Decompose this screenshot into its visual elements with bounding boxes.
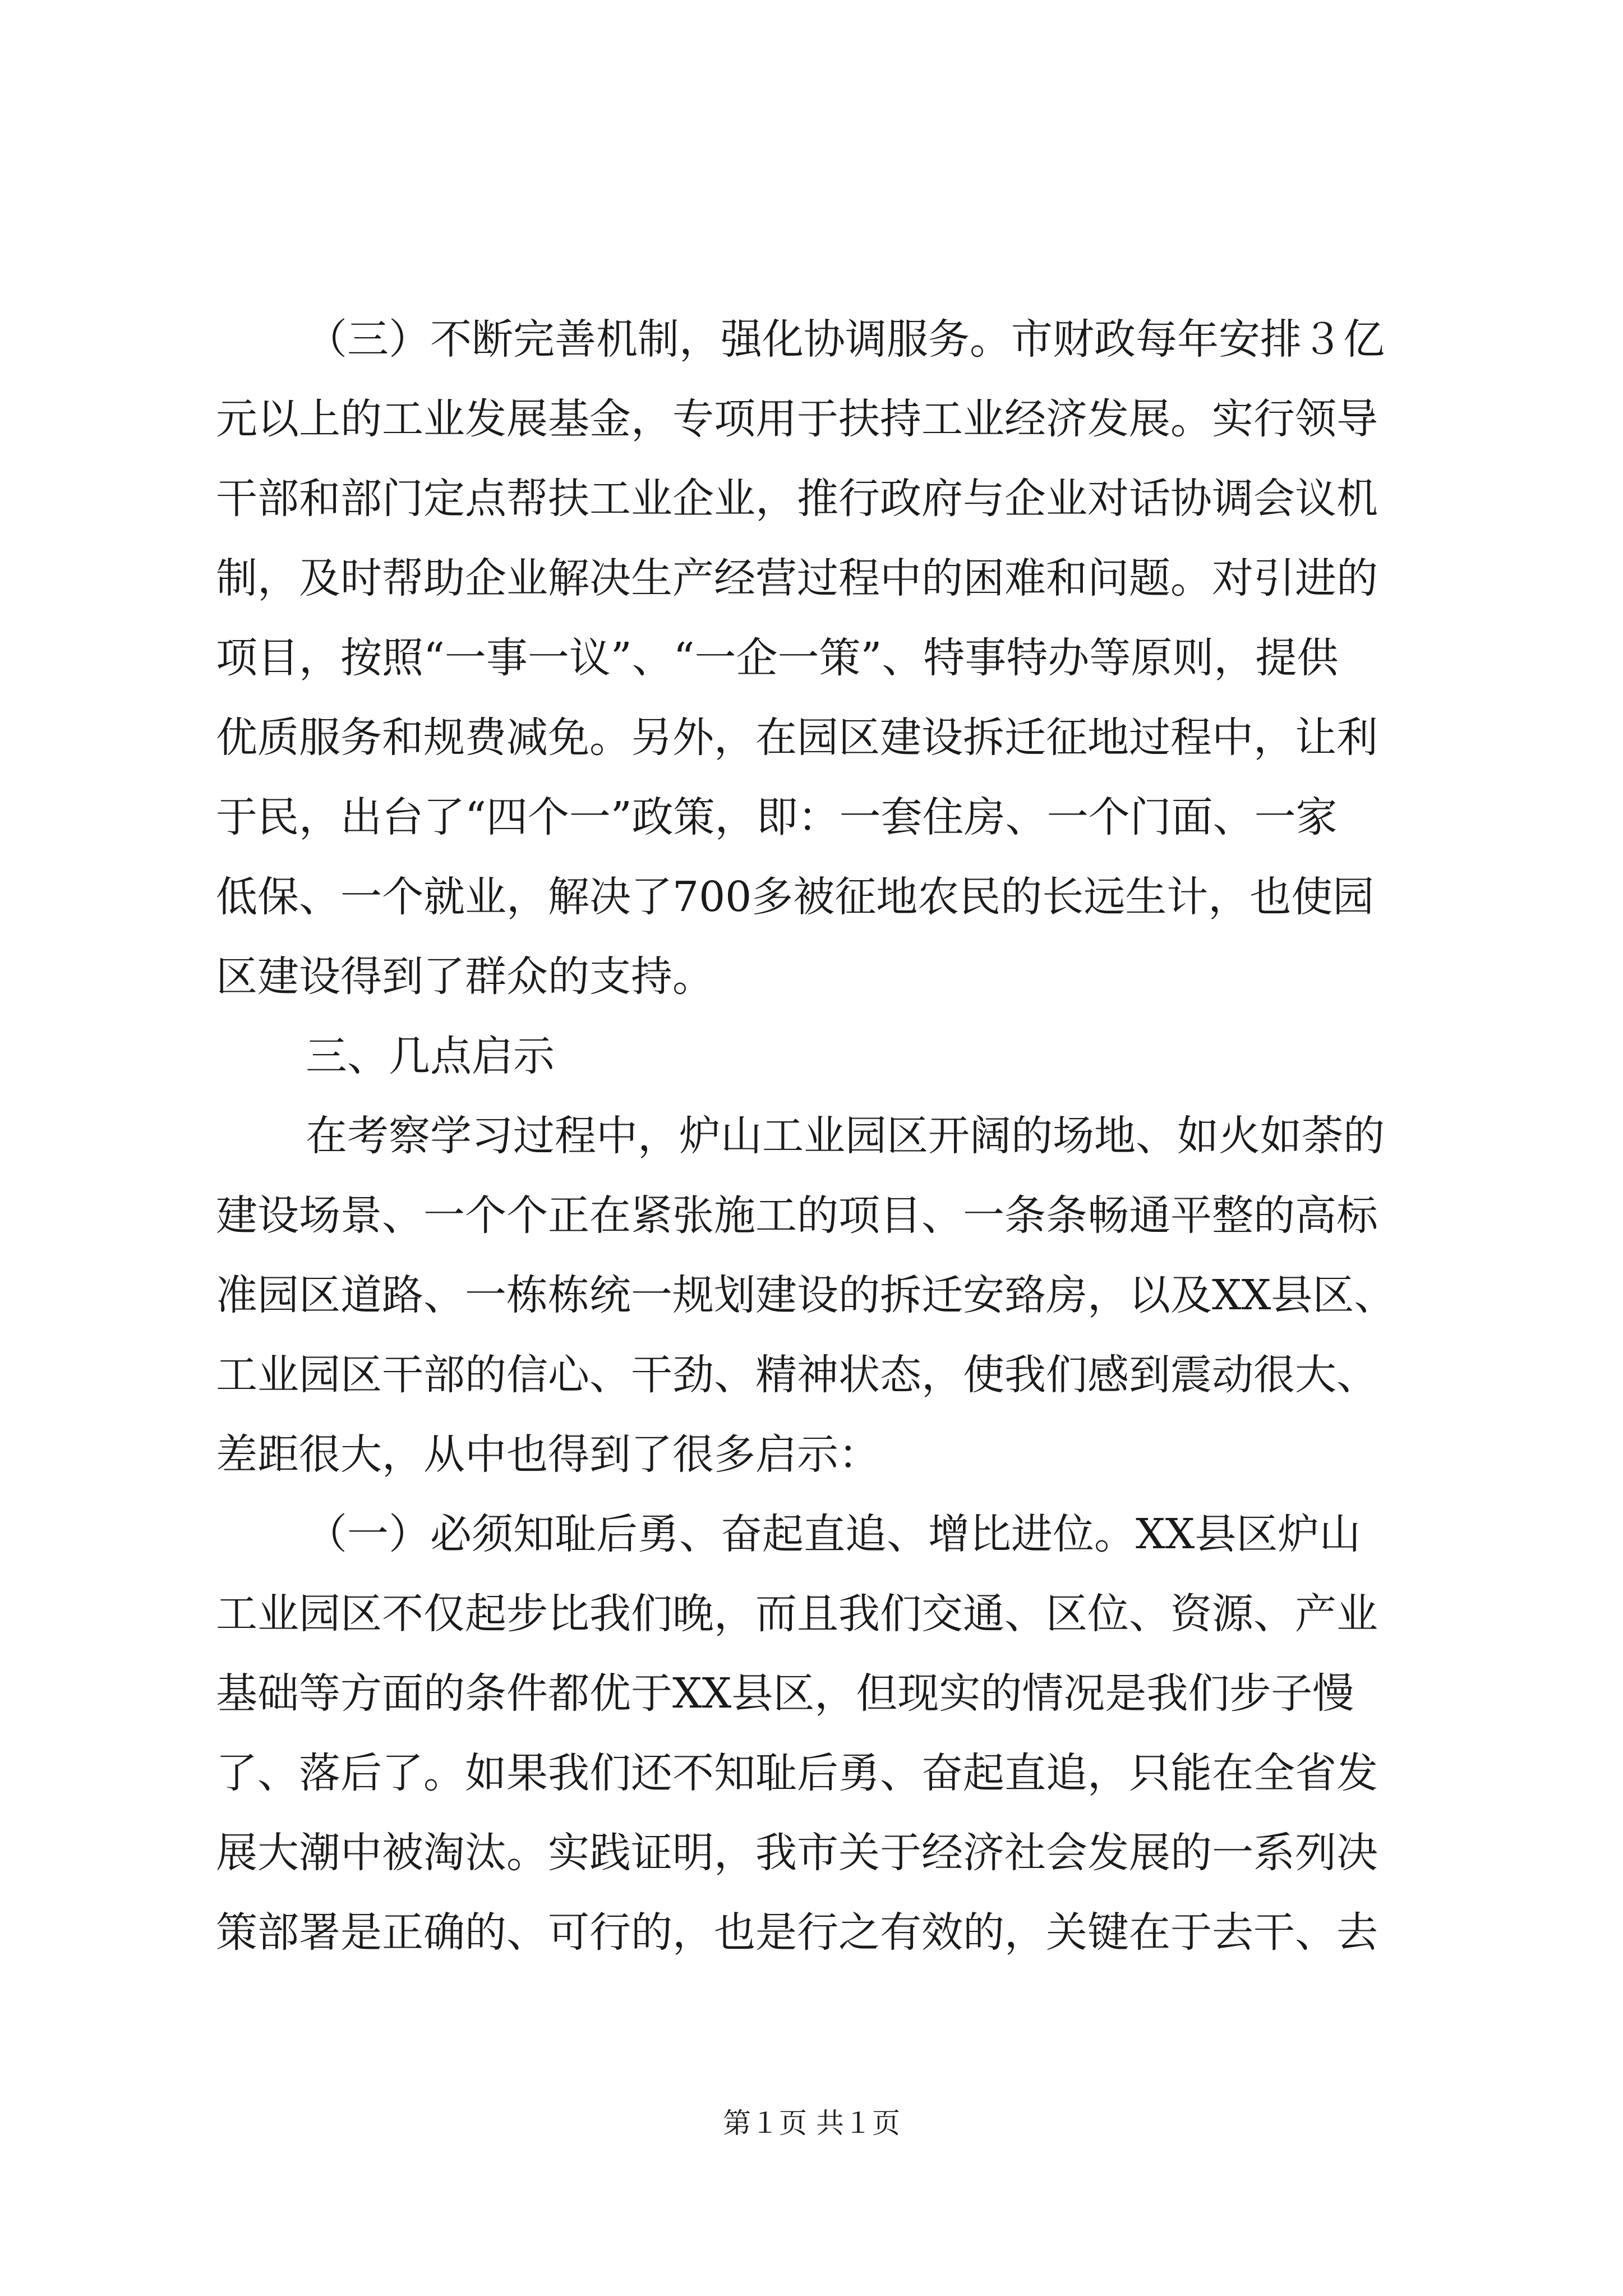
text-line: 于民，出台了“四个一”政策，即：一套住房、一个门面、一家 xyxy=(216,793,1338,841)
text-line: 元以上的工业发展基金，专项用于扶持工业经济发展。实行领导 xyxy=(216,395,1378,443)
text-line: 展大潮中被淘汰。实践证明，我市关于经济社会发展的一系列决 xyxy=(216,1829,1378,1877)
text-line: 优质服务和规费减免。另外，在园区建设拆迁征地过程中，让利 xyxy=(216,714,1378,762)
text-line: 制，及时帮助企业解决生产经营过程中的困难和问题。对引进的 xyxy=(216,554,1378,602)
text-line: 区建设得到了群众的支持。 xyxy=(216,953,714,1001)
text-line: 建设场景、一个个正在紧张施工的项目、一条条畅通平整的高标 xyxy=(216,1191,1378,1240)
text-line: 基础等方面的条件都优于XX县区，但现实的情况是我们步子慢 xyxy=(216,1669,1354,1718)
text-line: 在考察学习过程中，炉山工业园区开阔的场地、如火如荼的 xyxy=(306,1112,1385,1160)
text-line: 项目，按照“一事一议”、“一企一策”、特事特办等原则，提供 xyxy=(216,634,1339,682)
text-line: 低保、一个就业，解决了700多被征地农民的长远生计，也使园 xyxy=(216,873,1375,921)
text-line: 工业园区不仅起步比我们晚，而且我们交通、区位、资源、产业 xyxy=(216,1590,1378,1638)
text-line: 策部署是正确的、可行的，也是行之有效的，关键在于去干、去 xyxy=(216,1908,1378,1957)
text-line: （一）必须知耻后勇、奋起直追、增比进位。XX县区炉山 xyxy=(306,1510,1361,1558)
section-heading: 三、几点启示 xyxy=(306,1032,555,1080)
page-number-footer: 第１页 共１页 xyxy=(723,2107,900,2139)
text-line: 工业园区干部的信心、干劲、精神状态，使我们感到震动很大、 xyxy=(216,1351,1378,1399)
text-line: 干部和部门定点帮扶工业企业，推行政府与企业对话协调会议机 xyxy=(216,475,1378,523)
text-line: （三）不断完善机制，强化协调服务。市财政每年安排３亿 xyxy=(306,315,1385,364)
text-line: 准园区道路、一栋栋统一规划建设的拆迁安臵房，以及XX县区、 xyxy=(216,1271,1396,1319)
text-line: 了、落后了。如果我们还不知耻后勇、奋起直追，只能在全省发 xyxy=(216,1749,1378,1797)
text-line: 差距很大，从中也得到了很多启示： xyxy=(216,1430,880,1479)
